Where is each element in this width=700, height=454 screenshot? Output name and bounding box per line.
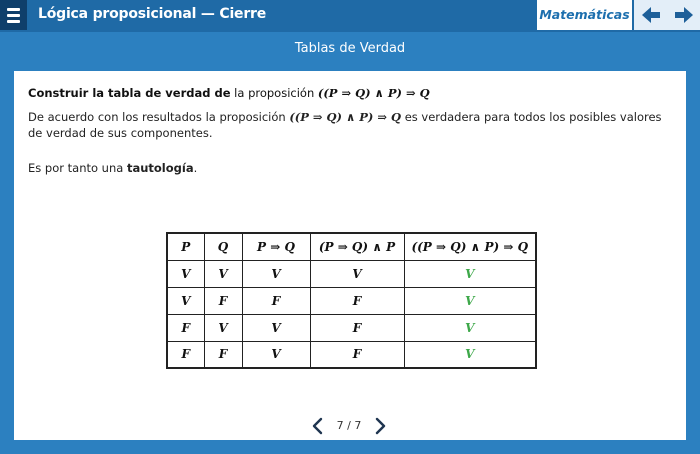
result-cell: V (404, 260, 536, 287)
hamburger-menu-icon[interactable] (0, 0, 27, 30)
next-page-button[interactable] (372, 417, 388, 435)
conclusion-suffix: . (193, 161, 198, 175)
arrow-right-icon (674, 6, 694, 24)
table-cell: V (310, 260, 404, 287)
exercise-heading (28, 86, 430, 100)
subject-tab[interactable]: Matemáticas (537, 0, 632, 30)
table-cell: F (242, 287, 310, 314)
table-cell: V (204, 260, 242, 287)
truth-table (166, 232, 537, 369)
app-title: Lógica proposicional — Cierre (38, 6, 267, 22)
table-header: ((P ⇒ Q) ∧ P) ⇒ Q (404, 233, 536, 260)
arrow-left-icon (641, 6, 661, 24)
pager (310, 417, 390, 435)
table-header: P ⇒ Q (242, 233, 310, 260)
conclusion-bold: tautología (126, 161, 194, 175)
result-cell: V (404, 341, 536, 368)
table-cell: F (204, 341, 242, 368)
table-row (167, 314, 536, 341)
table-cell: F (167, 314, 204, 341)
page-counter: 7 / 7 (336, 419, 362, 432)
conclusion-prefix: Es por tanto una (28, 161, 127, 175)
prev-page-button[interactable] (310, 417, 326, 435)
chevron-left-icon (310, 417, 326, 435)
table-cell: V (167, 287, 204, 314)
table-cell: V (204, 314, 242, 341)
content-panel (14, 71, 686, 440)
result-cell: V (404, 287, 536, 314)
table-header: Q (204, 233, 242, 260)
result-cell: V (404, 314, 536, 341)
para-suffix: es verdadera para todos los posibles valores de verdad de sus componentes. (28, 110, 662, 140)
table-cell: F (310, 314, 404, 341)
para-formula: ((P ⇒ Q) ∧ P) ⇒ Q (289, 110, 402, 124)
top-bar (0, 0, 700, 32)
table-cell: F (204, 287, 242, 314)
table-cell: F (310, 287, 404, 314)
heading-formula: ((P ⇒ Q) ∧ P) ⇒ Q (317, 86, 430, 100)
table-cell: F (167, 341, 204, 368)
para-prefix: De acuerdo con los resultados la proposición (28, 110, 290, 124)
heading-mid: la proposición (230, 86, 318, 100)
forward-button[interactable] (667, 0, 700, 30)
table-cell: V (242, 314, 310, 341)
table-cell: F (310, 341, 404, 368)
table-cell: V (242, 260, 310, 287)
table-header-row (167, 233, 536, 260)
table-header: (P ⇒ Q) ∧ P (310, 233, 404, 260)
table-row (167, 260, 536, 287)
result-paragraph (28, 109, 678, 141)
chevron-right-icon (372, 417, 388, 435)
table-row (167, 341, 536, 368)
table-row (167, 287, 536, 314)
table-header: P (167, 233, 204, 260)
table-cell: V (167, 260, 204, 287)
section-title: Tablas de Verdad (294, 41, 406, 56)
table-cell: V (242, 341, 310, 368)
back-button[interactable] (634, 0, 667, 30)
heading-prefix: Construir la tabla de verdad de (28, 86, 231, 100)
conclusion-text (28, 161, 197, 175)
